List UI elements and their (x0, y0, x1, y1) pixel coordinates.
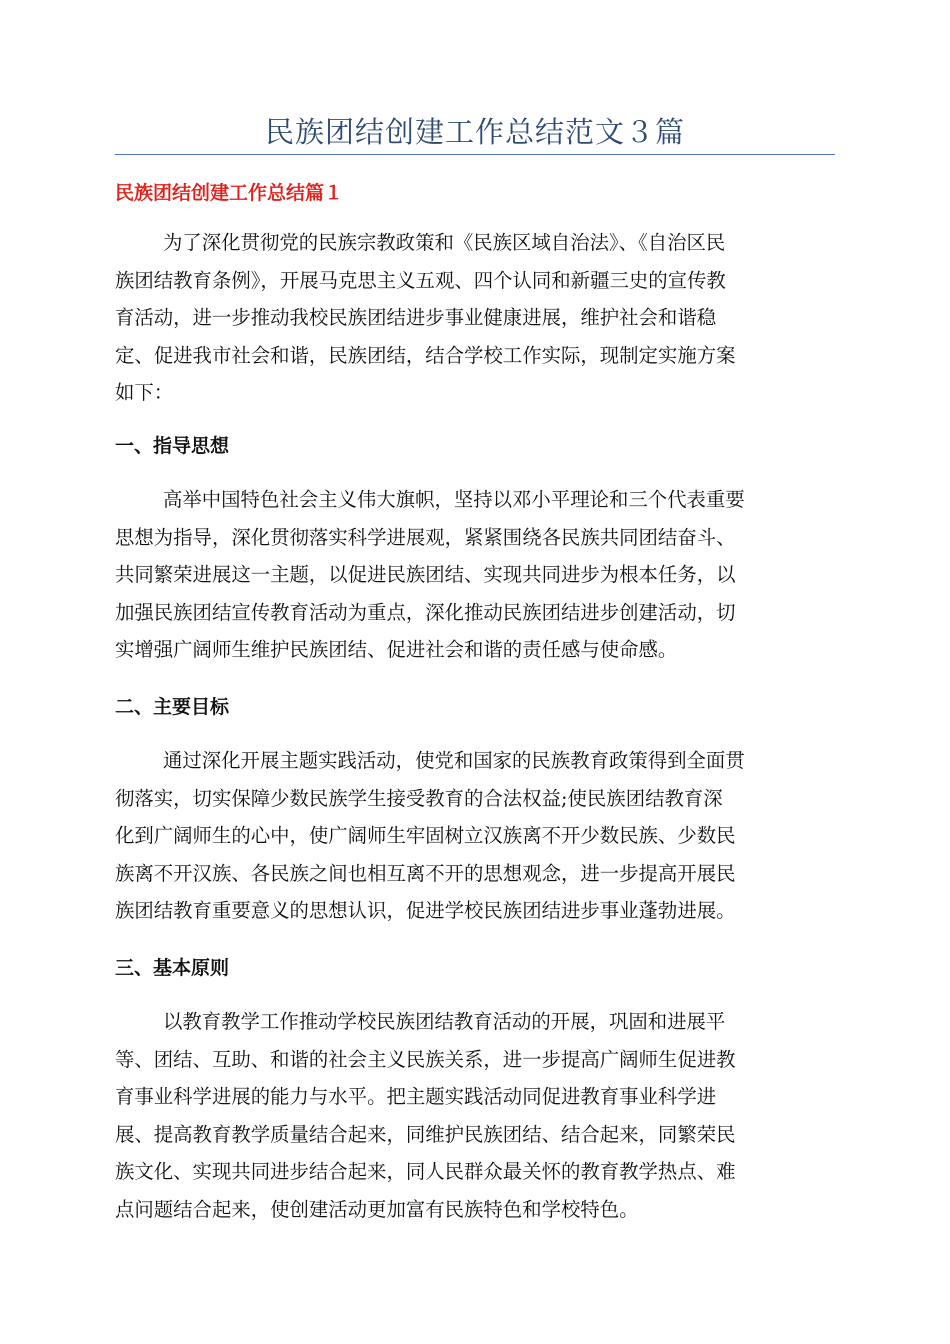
paragraph-line: 为了深化贯彻党的民族宗教政策和《民族区域自治法》、《自治区民 (163, 231, 726, 254)
document-title: 民族团结创建工作总结范文３篇 (264, 115, 685, 149)
paragraph-line: 实增强广阔师生维护民族团结、促进社会和谐的责任感与使命感。 (115, 638, 678, 662)
paragraph-line: 点问题结合起来，使创建活动更加富有民族特色和学校特色。 (115, 1197, 639, 1221)
paragraph-line: 族离不开汉族、各民族之间也相互离不开的思想观念，进一步提高开展民 (115, 861, 736, 885)
paragraph-line: 高举中国特色社会主义伟大旗帜，坚持以邓小平理论和三个代表重要 (163, 488, 745, 511)
paragraph-line: 以教育教学工作推动学校民族团结教育活动的开展，巩固和进展平 (163, 1010, 726, 1033)
section-title: 民族团结创建工作总结篇１ (115, 182, 344, 204)
intro-paragraph (115, 224, 835, 412)
paragraph-line: 加强民族团结宣传教育活动为重点，深化推动民族团结进步创建活动，切 (115, 600, 736, 624)
paragraph-line: 如下： (115, 381, 174, 405)
heading-guiding-ideology: 一、指导思想 (115, 435, 230, 457)
main-goals-paragraph (115, 742, 835, 930)
guiding-ideology-paragraph (115, 481, 835, 669)
heading-basic-principles: 三、基本原则 (115, 957, 230, 979)
paragraph-line: 化到广阔师生的心中，使广阔师生牢固树立汉族离不开少数民族、少数民 (115, 824, 736, 848)
paragraph-line: 思想为指导，深化贯彻落实科学进展观，紧紧围绕各民族共同团结奋斗、 (115, 525, 736, 549)
paragraph-line: 育事业科学进展的能力与水平。把主题实践活动同促进教育事业科学进 (115, 1085, 717, 1109)
paragraph-line: 族团结教育重要意义的思想认识，促进学校民族团结进步事业蓬勃进展。 (115, 899, 736, 923)
basic-principles-paragraph (115, 1003, 835, 1229)
paragraph-line: 彻落实，切实保障少数民族学生接受教育的合法权益;使民族团结教育深 (115, 786, 723, 810)
paragraph-line: 展、提高教育教学质量结合起来，同维护民族团结、结合起来，同繁荣民 (115, 1122, 736, 1146)
paragraph-line: 族团结教育条例》，开展马克思主义五观、四个认同和新疆三史的宣传教 (115, 268, 726, 292)
paragraph-line: 育活动，进一步推动我校民族团结进步事业健康进展，维护社会和谐稳 (115, 306, 717, 330)
paragraph-line: 定、促进我市社会和谐，民族团结，结合学校工作实际，现制定实施方案 (115, 343, 736, 367)
paragraph-line: 族文化、实现共同进步结合起来，同人民群众最关怀的教育教学热点、难 (115, 1160, 736, 1184)
paragraph-line: 共同繁荣进展这一主题，以促进民族团结、实现共同进步为根本任务，以 (115, 563, 736, 587)
title-underline (115, 154, 835, 155)
paragraph-line: 等、团结、互助、和谐的社会主义民族关系，进一步提高广阔师生促进教 (115, 1047, 736, 1071)
paragraph-line: 通过深化开展主题实践活动，使党和国家的民族教育政策得到全面贯 (163, 749, 745, 772)
heading-main-goals: 二、主要目标 (115, 696, 230, 718)
